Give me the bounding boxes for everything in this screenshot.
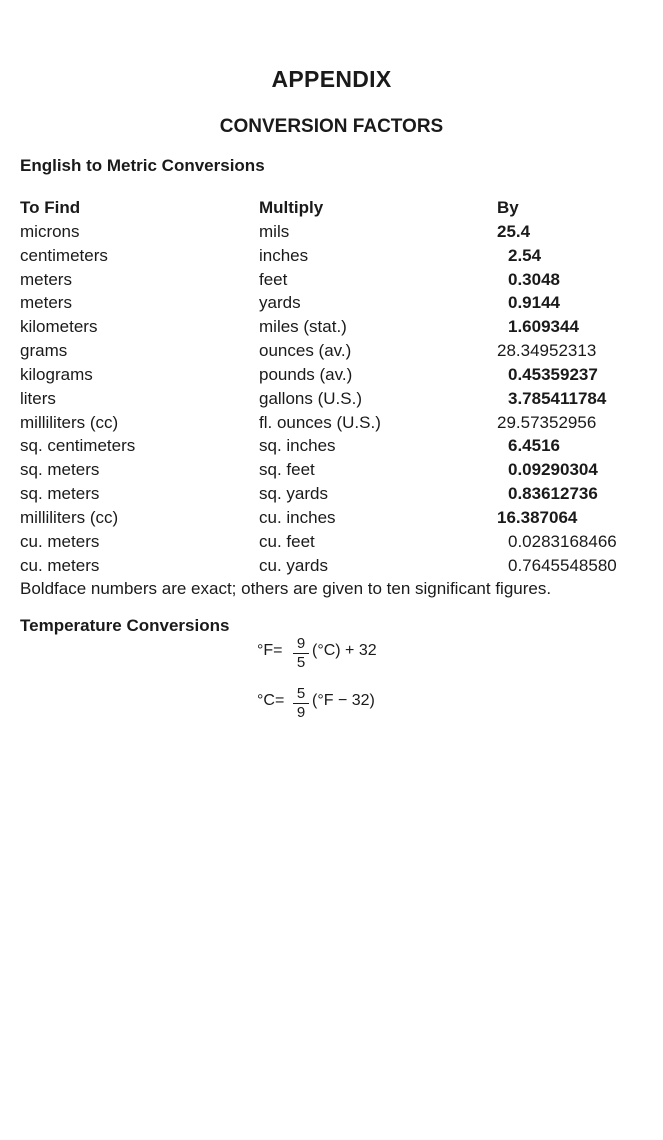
cell-by: 16.387064 [497,507,578,527]
cell-to-find: liters [20,388,56,408]
column-header-to-find: To Find [20,198,81,217]
cell-by: 0.45359237 [508,364,598,384]
fraction [293,636,309,671]
cell-multiply: ounces (av.) [259,341,352,361]
column-header-by: By [497,198,519,217]
cell-multiply: cu. yards [259,555,328,575]
cell-by: 25.4 [497,221,531,241]
table-row [20,412,650,436]
table-row [20,221,650,245]
cell-to-find: centimeters [20,245,108,265]
cell-by: 0.9144 [508,293,560,313]
table-header-row [20,197,650,221]
cell-to-find: meters [20,293,72,313]
cell-to-find: sq. meters [20,484,100,504]
cell-by: 0.0283168466 [508,531,617,551]
cell-by: 1.609344 [508,317,579,337]
footnote: Boldface numbers are exact; others are given to ten significant figures. [20,579,552,598]
cell-multiply: yards [259,293,301,313]
cell-by: 0.7645548580 [508,555,617,575]
cell-multiply: fl. ounces (U.S.) [259,412,381,432]
cell-to-find: cu. meters [20,555,100,575]
table-row [20,340,650,364]
formula-rhs: (°C) + 32 [312,642,377,659]
cell-multiply: pounds (av.) [259,364,353,384]
cell-multiply: sq. inches [259,436,336,456]
formula-lhs: °C= [257,692,285,709]
table-row [20,555,650,579]
fraction-numerator: 5 [296,685,306,702]
cell-to-find: meters [20,269,72,289]
cell-multiply: inches [259,245,309,265]
cell-by: 28.34952313 [497,341,597,361]
cell-multiply: gallons (U.S.) [259,388,362,408]
cell-by: 0.09290304 [508,460,598,480]
table-row [20,531,650,555]
formula-rhs: (°F − 32) [312,692,375,709]
section-heading-english-to-metric: English to Metric Conversions [20,156,265,175]
cell-to-find: milliliters (cc) [20,507,119,527]
cell-to-find: sq. meters [20,460,100,480]
cell-to-find: cu. meters [20,531,100,551]
fraction-denominator: 9 [296,704,306,721]
cell-multiply: mils [259,221,290,241]
page-subtitle: CONVERSION FACTORS [219,116,444,137]
table-body [20,221,650,579]
table-row [20,388,650,412]
section-heading-temperature: Temperature Conversions [20,616,230,635]
table-row [20,507,650,531]
cell-multiply: miles (stat.) [259,317,347,337]
table-row [20,316,650,340]
column-header-multiply: Multiply [259,198,324,217]
fraction-numerator: 9 [296,635,306,652]
cell-multiply: feet [259,269,288,289]
cell-to-find: kilometers [20,317,98,337]
cell-multiply: cu. feet [259,531,315,551]
cell-multiply: sq. feet [259,460,315,480]
cell-by: 29.57352956 [497,412,597,432]
table-row [20,483,650,507]
cell-by: 3.785411784 [508,388,607,408]
table-row [20,459,650,483]
conversion-table [20,197,650,579]
cell-to-find: kilograms [20,364,93,384]
table-row [20,435,650,459]
formula-lhs: °F= [257,642,283,659]
cell-by: 0.3048 [508,269,560,289]
cell-multiply: cu. inches [259,507,336,527]
cell-by: 6.4516 [508,436,560,456]
table-row [20,245,650,269]
table-row [20,269,650,293]
table-row [20,364,650,388]
cell-by: 2.54 [508,245,542,265]
cell-to-find: sq. centimeters [20,436,136,456]
fraction [293,686,309,721]
cell-to-find: grams [20,341,68,361]
cell-multiply: sq. yards [259,484,328,504]
fraction-denominator: 5 [296,654,306,671]
cell-to-find: microns [20,221,80,241]
cell-to-find: milliliters (cc) [20,412,119,432]
page-title: APPENDIX [271,66,392,92]
cell-by: 0.83612736 [508,484,598,504]
table-row [20,292,650,316]
